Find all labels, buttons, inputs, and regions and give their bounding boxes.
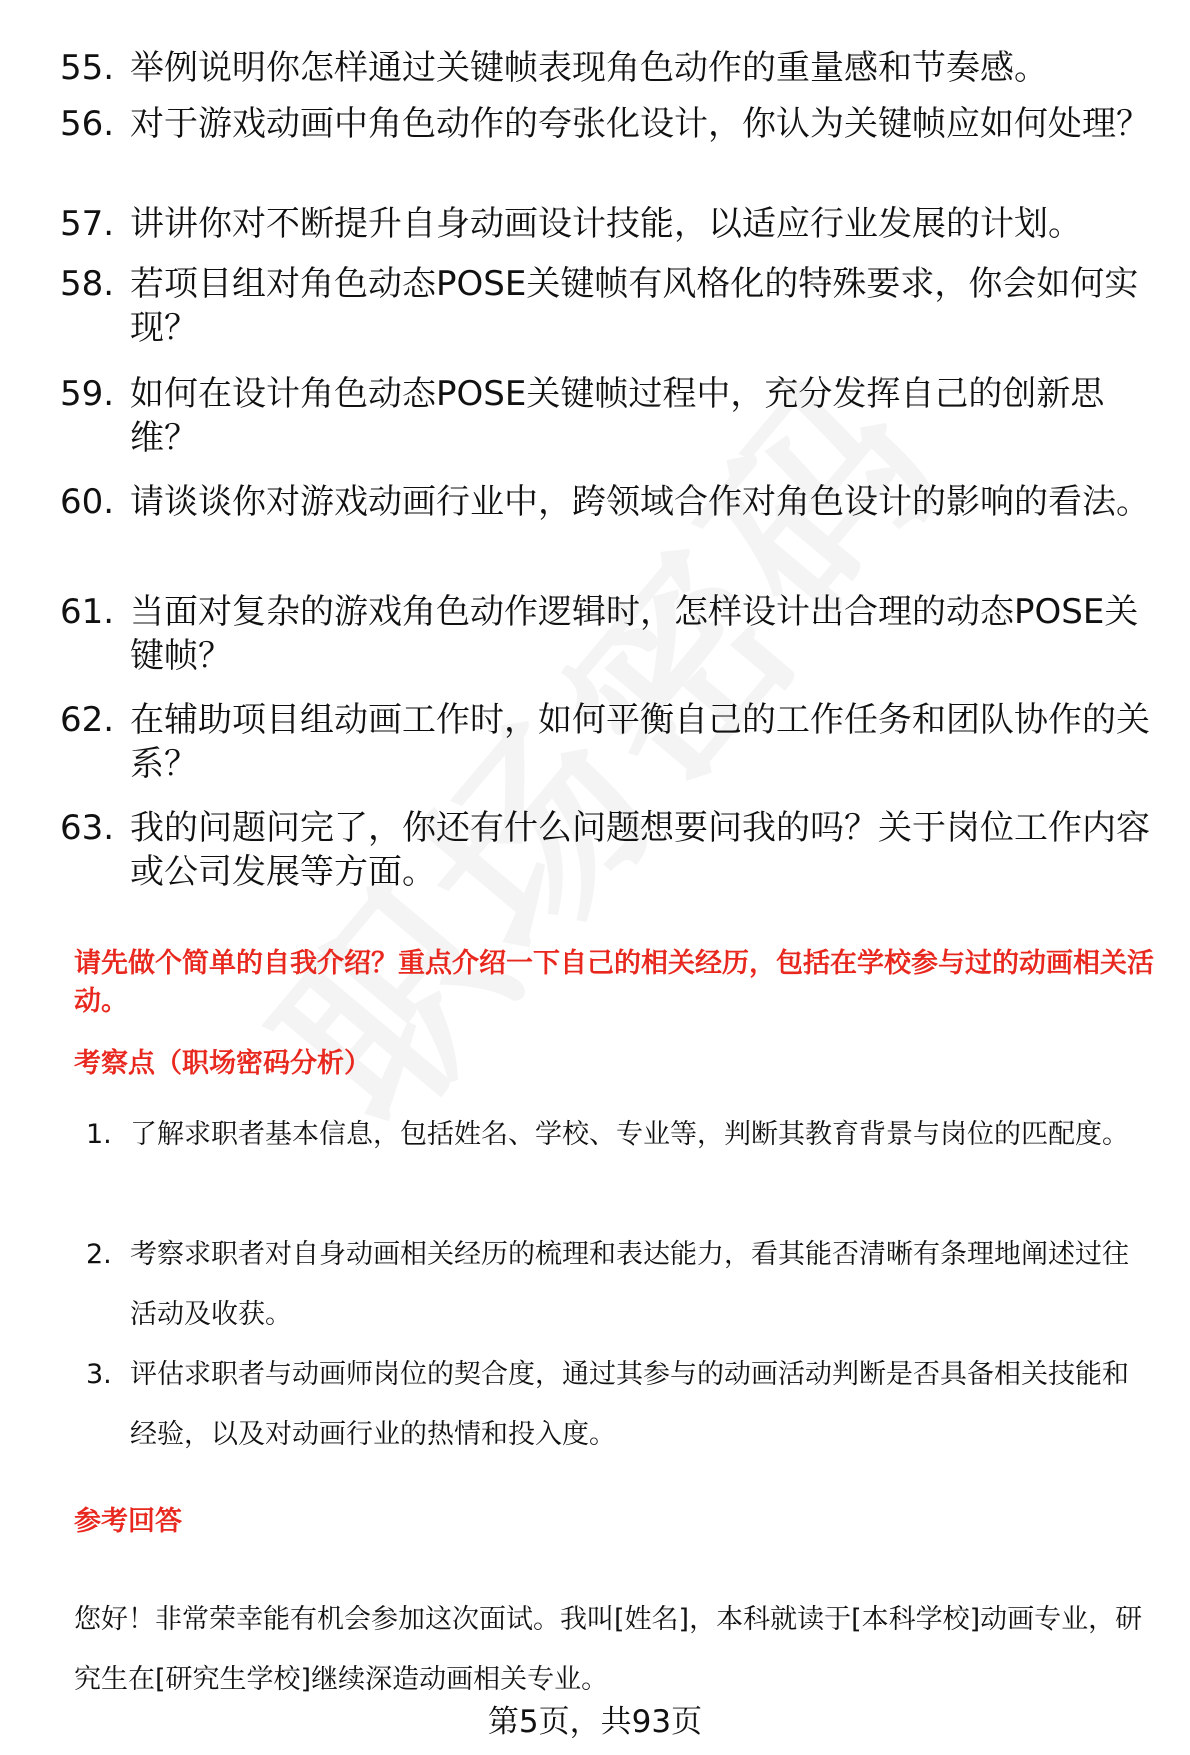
assessment-point-number: 2. [86,1239,112,1270]
page-footer: 第5页，共93页 [487,1704,703,1740]
question-text: 举例说明你怎样通过关键帧表现角色动作的重量感和节奏感。 [130,48,1048,88]
assessment-point-text: 考察求职者对自身动画相关经历的梳理和表达能力，看其能否清晰有条理地阐述过往活动及收获。 [130,1239,1129,1330]
question-text: 若项目组对角色动态POSE关键帧有风格化的特殊要求，你会如何实现？ [130,264,1139,348]
answer-label: 参考回答 [74,1506,182,1537]
assessment-point-number: 3. [86,1359,112,1390]
question-number: 56. [60,104,115,144]
assessment-point-text: 了解求职者基本信息，包括姓名、学校、专业等，判断其教育背景与岗位的匹配度。 [130,1119,1129,1150]
reference-answer: 您好！非常荣幸能有机会参加这次面试。我叫[姓名]，本科就读于[本科学校]动画专业，研究生在[研究生学校]继续深造动画相关专业。 [74,1604,1143,1695]
question-text: 对于游戏动画中角色动作的夸张化设计，你认为关键帧应如何处理？ [130,104,1150,144]
featured-question: 请先做个简单的自我介绍？重点介绍一下自己的相关经历，包括在学校参与过的动画相关活动。 [74,948,1154,1017]
question-text: 在辅助项目组动画工作时，如何平衡自己的工作任务和团队协作的关系？ [130,700,1150,784]
question-number: 55. [60,48,115,88]
assessment-point-number: 1. [86,1119,112,1150]
question-text: 讲讲你对不断提升自身动画设计技能，以适应行业发展的计划。 [130,204,1082,244]
question-text: 如何在设计角色动态POSE关键帧过程中，充分发挥自己的创新思维？ [130,374,1105,458]
question-number: 61. [60,592,115,632]
question-number: 57. [60,204,115,244]
assessment-label: 考察点（职场密码分析） [74,1048,371,1079]
question-text: 当面对复杂的游戏角色动作逻辑时，怎样设计出合理的动态POSE关键帧？ [130,592,1139,676]
question-number: 59. [60,374,115,414]
question-text: 我的问题问完了，你还有什么问题想要问我的吗？关于岗位工作内容或公司发展等方面。 [130,808,1150,892]
question-number: 58. [60,264,115,304]
question-number: 60. [60,482,115,522]
question-number: 63. [60,808,115,848]
assessment-point-text: 评估求职者与动画师岗位的契合度，通过其参与的动画活动判断是否具备相关技能和经验，以及对动画行业的热情和投入度。 [130,1359,1129,1450]
question-text: 请谈谈你对游戏动画行业中，跨领域合作对角色设计的影响的看法。 [130,482,1150,522]
question-number: 62. [60,700,115,740]
